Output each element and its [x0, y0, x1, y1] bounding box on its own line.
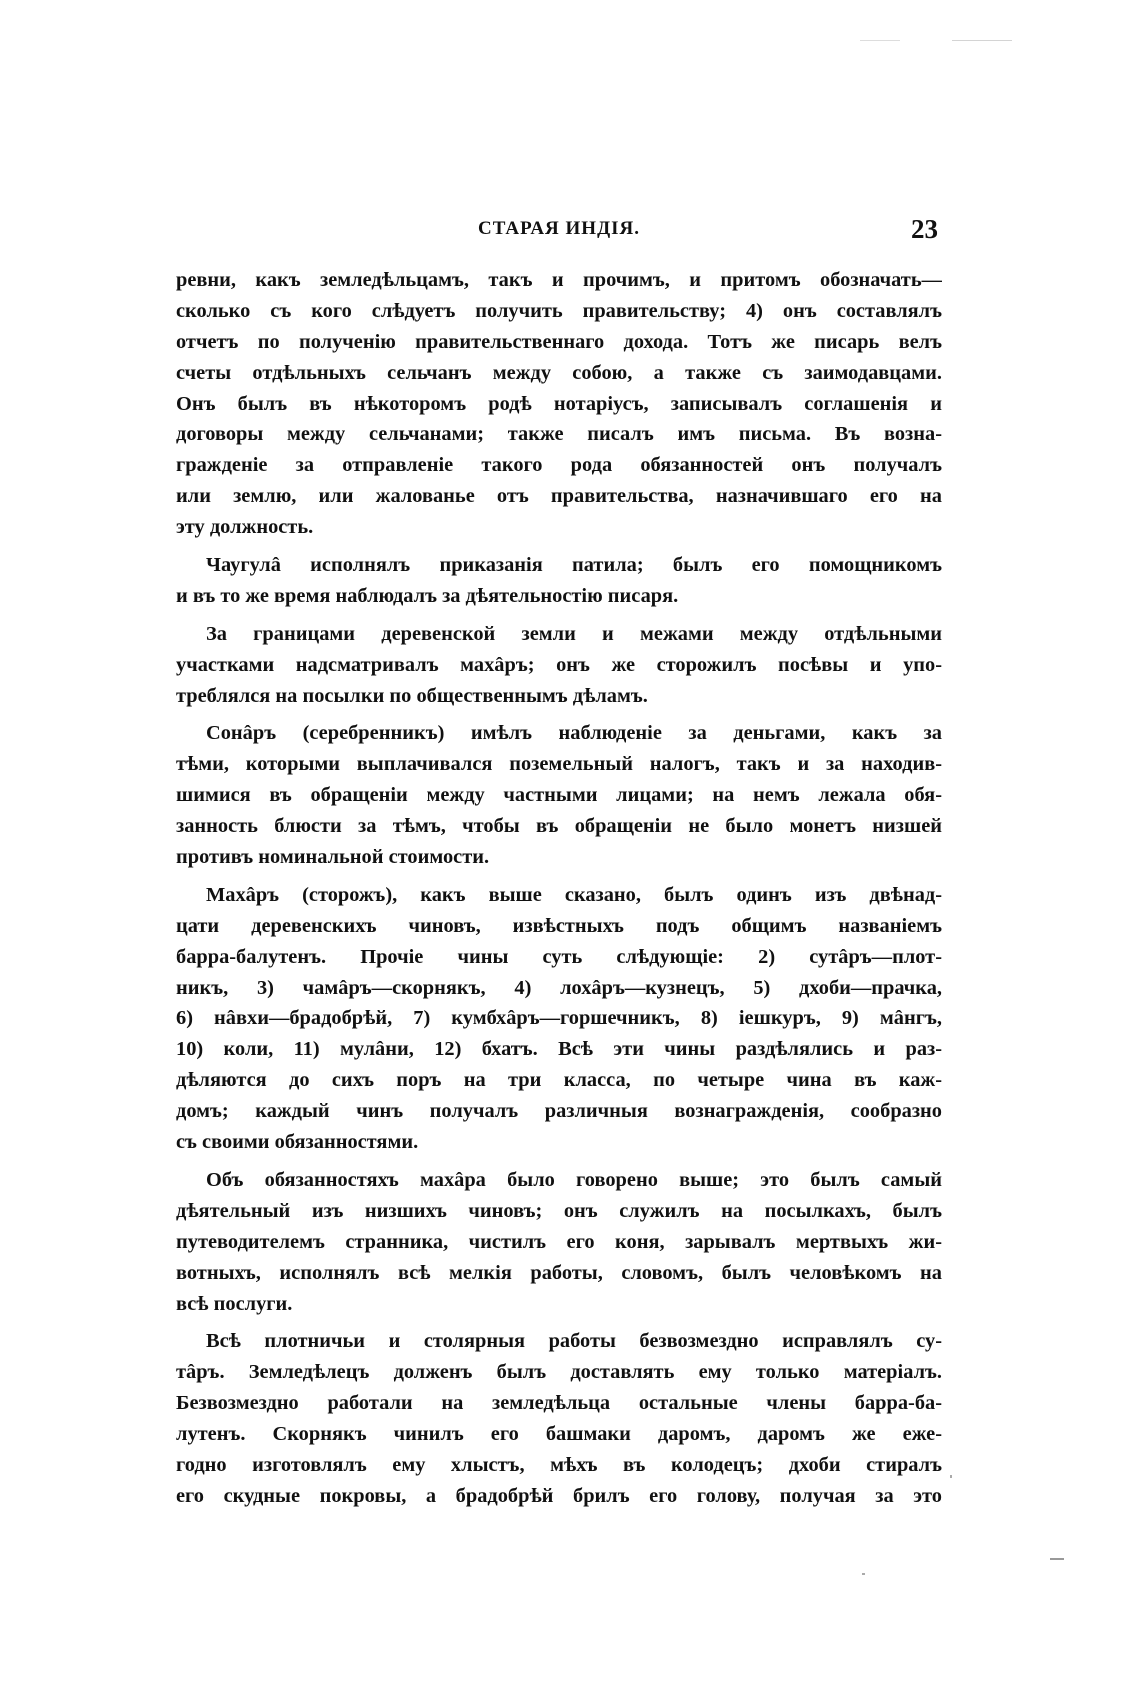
paragraph — [176, 550, 942, 612]
text-line: цати деревенскихъ чиновъ, извѣстныхъ подъ общимъ названіемъ — [176, 914, 942, 937]
page-header — [176, 214, 942, 248]
text-line: шимися въ обращеніи между частными лицами; на немъ лежала обя- — [176, 784, 942, 807]
text-line: Объ обязанностяхъ махâра было говорено выше; это былъ самый — [206, 1168, 942, 1191]
running-title: СТАРАЯ ИНДІЯ. — [477, 218, 641, 239]
text-line: лутенъ. Скорнякъ чинилъ его башмаки даромъ, даромъ же еже- — [176, 1423, 942, 1446]
text-line: эту должность. — [176, 516, 314, 539]
text-line: тѣми, которыми выплачивался поземельный налогъ, такъ и за находив- — [176, 753, 942, 776]
text-line: съ своими обязанностями. — [176, 1131, 419, 1154]
text-line: гражденіе за отправленіе такого рода обязанностей онъ получалъ — [176, 454, 942, 477]
text-line: 6) нâвхи—брадобрѣй, 7) кумбхâръ—горшечникъ, 8) іешкуръ, 9) мâнгъ, — [176, 1007, 942, 1030]
text-line: 10) коли, 11) мулâни, 12) бхатъ. Всѣ эти чины раздѣлялись и раз- — [176, 1038, 942, 1061]
text-line: домъ; каждый чинъ получалъ различныя вознагражденія, сообразно — [176, 1100, 942, 1123]
scan-artifact — [952, 40, 1012, 41]
paragraph — [176, 619, 942, 712]
scan-artifact — [860, 40, 900, 41]
text-line: счеты отдѣльныхъ сельчанъ между собою, а также съ заимодавцами. — [176, 361, 942, 384]
text-line: Всѣ плотничьи и столярныя работы безвозмездно исправлялъ су- — [206, 1330, 942, 1353]
text-line: дѣятельный изъ низшихъ чиновъ; онъ служилъ на посылкахъ, былъ — [176, 1199, 942, 1222]
text-line: дѣляются до сихъ поръ на три класса, по четыре чина въ каж- — [176, 1069, 942, 1092]
text-line: вотныхъ, исполнялъ всѣ мелкія работы, словомъ, былъ человѣкомъ на — [176, 1261, 942, 1284]
paragraph — [176, 1326, 942, 1511]
text-line: или землю, или жалованье отъ правительства, назначившаго его на — [176, 485, 942, 508]
text-line: Онъ былъ въ нѣкоторомъ родѣ нотаріусъ, записывалъ соглашенія и — [176, 392, 942, 415]
scan-artifact — [862, 1573, 865, 1575]
text-line: За границами деревенской земли и межами между отдѣльными — [206, 622, 942, 645]
scan-artifact — [1050, 1558, 1064, 1560]
body-text — [176, 265, 942, 1519]
text-line: тâръ. Земледѣлецъ долженъ былъ доставлять ему только матеріалъ. — [176, 1361, 942, 1384]
text-line: отчетъ по полученію правительственнаго дохода. Тотъ же писарь велъ — [176, 330, 942, 353]
text-line: Сонâръ (серебренникъ) имѣлъ наблюденіе за деньгами, какъ за — [206, 722, 942, 745]
text-line: противъ номинальной стоимости. — [176, 846, 490, 869]
text-line: занность блюсти за тѣмъ, чтобы въ обращеніи не было монетъ низшей — [176, 815, 942, 838]
text-line: барра-балутенъ. Прочіе чины суть слѣдующіе: 2) сутâръ—плот- — [176, 945, 942, 968]
text-line: его скудные покровы, а брадобрѣй брилъ его голову, получая за это — [176, 1484, 942, 1507]
text-line: никъ, 3) чамâръ—скорнякъ, 4) лохâръ—кузнецъ, 5) дхоби—прачка, — [176, 976, 942, 999]
text-line: Махâръ (сторожъ), какъ выше сказано, былъ одинъ изъ двѣнад- — [206, 883, 942, 906]
text-line: путеводителемъ странника, чистилъ его коня, зарывалъ мертвыхъ жи- — [176, 1230, 942, 1253]
text-line: участками надсматривалъ махâръ; онъ же сторожилъ посѣвы и упо- — [176, 653, 942, 676]
text-line: сколько съ кого слѣдуетъ получить правительству; 4) онъ составлялъ — [176, 299, 942, 322]
paragraph — [176, 1165, 942, 1319]
paragraph — [176, 718, 942, 872]
text-line: годно изготовлялъ ему хлыстъ, мѣхъ въ колодецъ; дхоби стиралъ — [176, 1453, 942, 1476]
text-line: всѣ послуги. — [176, 1292, 293, 1315]
scan-artifact — [950, 1475, 952, 1478]
text-line: договоры между сельчанами; также писалъ имъ письма. Въ возна- — [176, 423, 942, 446]
text-line: треблялся на посылки по общественнымъ дѣламъ. — [176, 684, 648, 707]
text-line: и въ то же время наблюдалъ за дѣятельностію писаря. — [176, 584, 679, 607]
paragraph — [176, 265, 942, 543]
page-number: 23 — [911, 214, 938, 244]
text-line: Безвозмездно работали на земледѣльца остальные члены барра-ба- — [176, 1392, 942, 1415]
text-line: Чаугулâ исполнялъ приказанія патила; былъ его помощникомъ — [206, 554, 942, 577]
paragraph — [176, 880, 942, 1158]
text-line: ревни, какъ земледѣльцамъ, такъ и прочимъ, и притомъ обозначать— — [176, 269, 942, 291]
